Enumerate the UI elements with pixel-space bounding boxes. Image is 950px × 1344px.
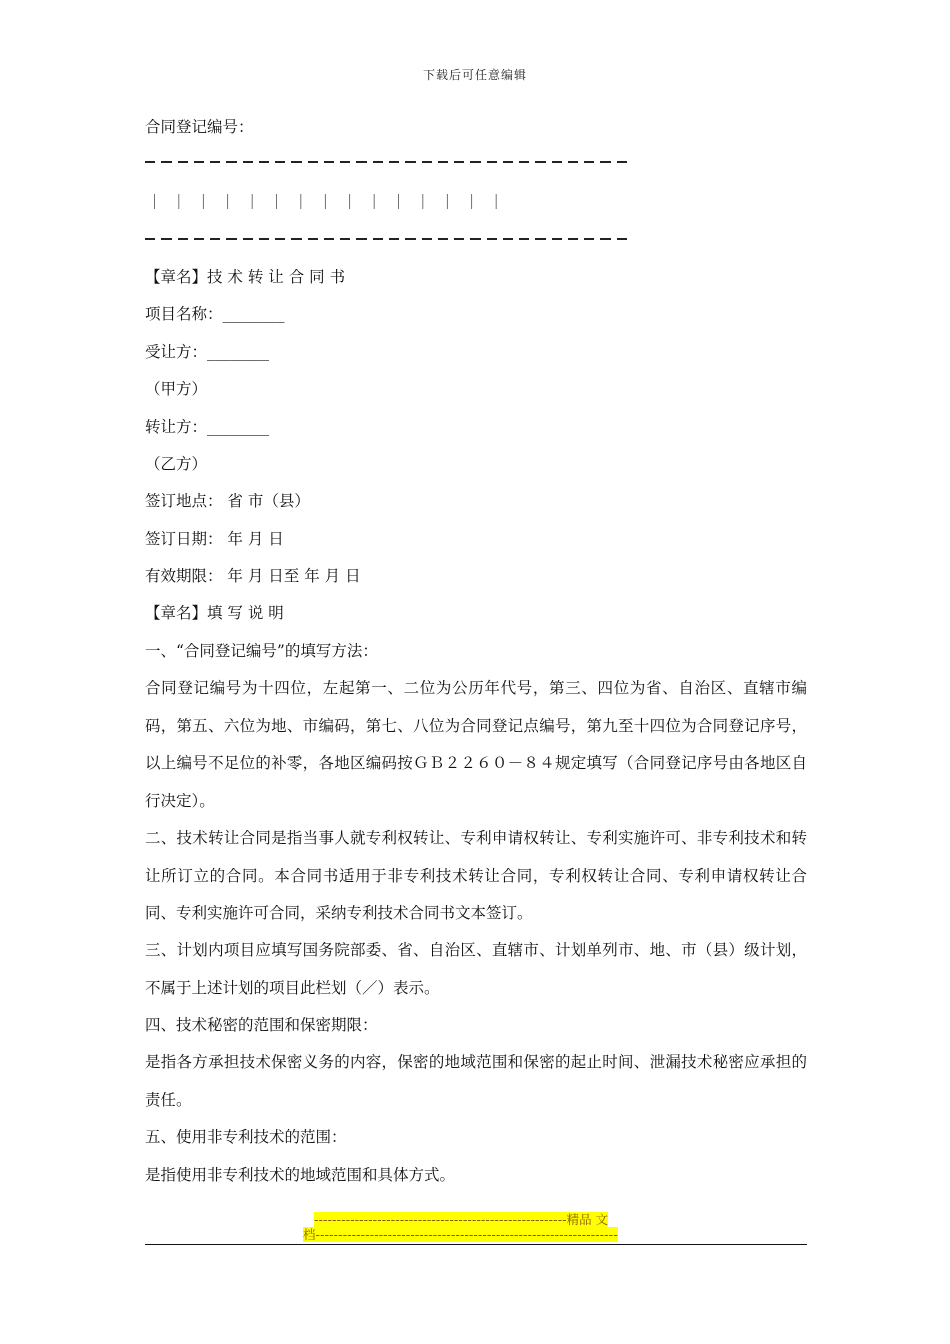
footer-watermark-line-2: 档------------------------------------------------------------------- — [303, 1227, 618, 1242]
page-header: 下载后可任意编辑 — [422, 68, 527, 82]
footer-watermark-line-1: --------------------------------------------------------精品 文 — [314, 1212, 609, 1227]
instruction-4-body: 是指各方承担技术保密义务的内容，保密的地域范围和保密的起止时间、泄漏技术秘密应承担的责任。 — [145, 1053, 807, 1109]
chapter-title-contract: 【章名】技 术 转 让 合 同 书 — [145, 268, 346, 286]
party-b-label: （乙方） — [145, 455, 208, 473]
assignor-field: 转让方：________ — [145, 418, 270, 436]
instruction-5-body: 是指使用非专利技术的地域范围和具体方式。 — [145, 1166, 456, 1184]
project-name-field: 项目名称：________ — [145, 305, 285, 323]
sign-place-field: 签订地点： 省 市（县） — [145, 492, 310, 510]
instruction-4-title: 四、技术秘密的范围和保密期限： — [145, 1016, 378, 1034]
sign-date-field: 签订日期： 年 月 日 — [145, 530, 284, 548]
instruction-1-body: 合同登记编号为十四位，左起第一、二位为公历年代号，第三、四位为省、自治区、直辖市编码，第五、六位为地、市编码，第七、八位为合同登记点编号，第九至十四位为合同登记序号，以上编号不足位的补零，各地区编码按ＧＢ２２６０－８４规定填写（合同登记序号由各地区自行决定）。 — [145, 679, 807, 810]
footer-rule — [145, 1244, 807, 1245]
assignee-field: 受让方：________ — [145, 343, 270, 361]
instruction-5-title: 五、使用非专利技术的范围： — [145, 1128, 347, 1146]
valid-period-field: 有效期限： 年 月 日至 年 月 日 — [145, 567, 361, 585]
chapter-title-instructions: 【章名】填 写 说 明 — [145, 604, 284, 622]
instruction-3: 三、计划内项目应填写国务院部委、省、自治区、直辖市、计划单列市、地、市（县）级计划，不属于上述计划的项目此栏划（／）表示。 — [145, 941, 807, 997]
instruction-1-title: 一、“合同登记编号”的填写方法： — [145, 642, 378, 660]
registration-number-boxes: ｜｜｜｜｜｜｜｜｜｜｜｜｜｜｜ — [147, 193, 514, 211]
instruction-2: 二、技术转让合同是指当事人就专利权转让、专利申请权转让、专利实施许可、非专利技术和转让所订立的合同。本合同书适用于非专利技术转让合同，专利权转让合同、专利申请权转让合同、专利实施许可合同，采纳专利技术合同书文本签订。 — [145, 829, 807, 922]
contract-registration-label: 合同登记编号： — [145, 118, 254, 136]
party-a-label: （甲方） — [145, 380, 208, 398]
